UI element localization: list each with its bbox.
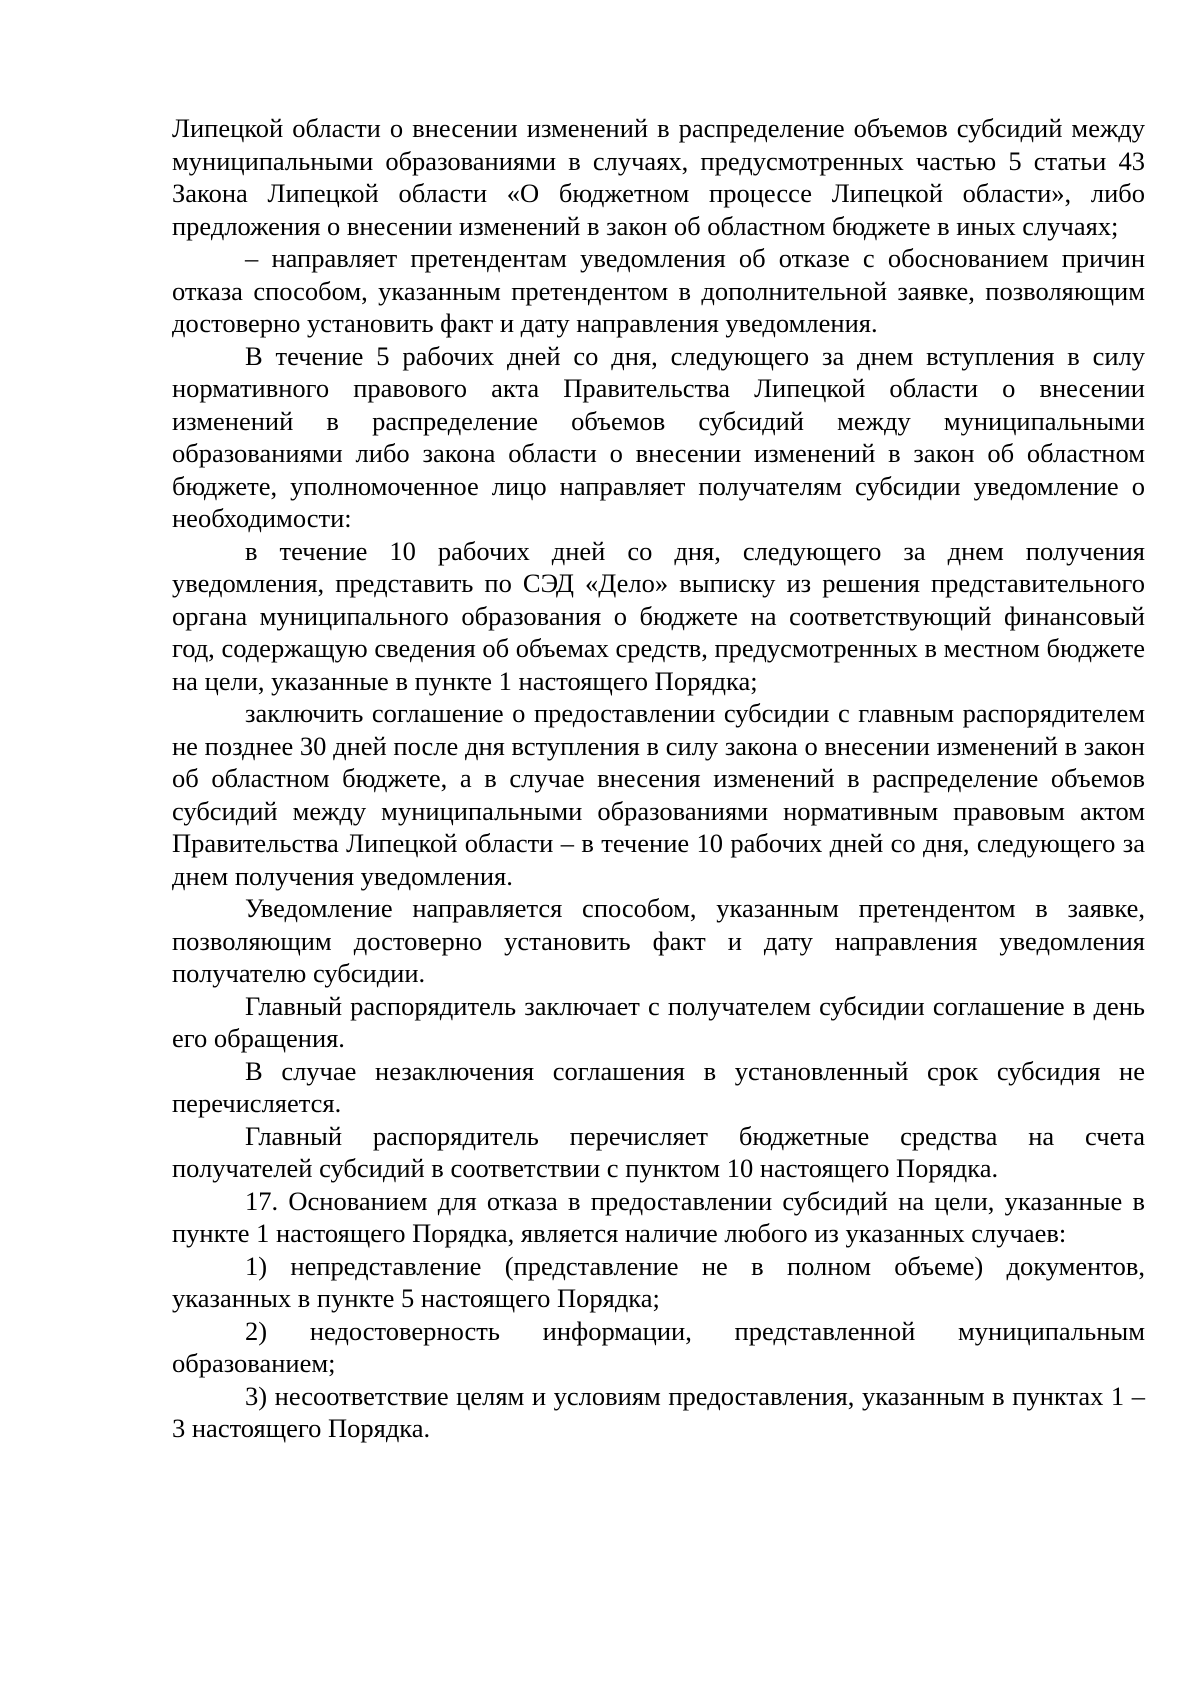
paragraph-item-17: 17. Основанием для отказа в предоставлении субсидий на цели, указанные в пункте 1 настоящего Порядка, является наличие любого из указанных случаев: bbox=[172, 1185, 1145, 1248]
paragraph-refusal-notice: – направляет претендентам уведомления об отказе с обоснованием причин отказа способом, указанным претендентом в дополнительной заявке, позволяющим достоверно установить факт и дату направления уведомления. bbox=[172, 243, 1145, 338]
paragraph-no-agreement: В случае незаключения соглашения в установленный срок субсидия не перечисляется. bbox=[172, 1055, 1145, 1118]
list-item-3: 3) несоответствие целям и условиям предоставления, указанным в пунктах 1 – 3 настоящего Порядка. bbox=[172, 1380, 1145, 1443]
paragraph-submit-extract: в течение 10 рабочих дней со дня, следующего за днем получения уведомления, представить по СЭД «Дело» выписку из решения представительного органа муниципального образования о бюджете на соответствующий финансовый год, содержащую сведения об объемах средств, предусмотренных в местном бюджете на цели, указанные в пункте 1 настоящего Порядка; bbox=[172, 535, 1145, 696]
paragraph-transfer-funds: Главный распорядитель перечисляет бюджетные средства на счета получателей субсидий в соответствии с пунктом 10 настоящего Порядка. bbox=[172, 1120, 1145, 1183]
paragraph-notification-method: Уведомление направляется способом, указанным претендентом в заявке, позволяющим достоверно установить факт и дату направления уведомления получателю субсидии. bbox=[172, 893, 1145, 988]
paragraph-conclude-agreement: заключить соглашение о предоставлении субсидии с главным распорядителем не позднее 30 дней после дня вступления в силу закона о внесении изменений в закон об областном бюджете, а в случае внесения изменений в распределение объемов субсидий между муниципальными образованиями нормативным правовым актом Правительства Липецкой области – в течение 10 рабочих дней со дня, следующего за днем получения уведомления. bbox=[172, 698, 1145, 891]
paragraph-notification-deadline: В течение 5 рабочих дней со дня, следующего за днем вступления в силу нормативного правового акта Правительства Липецкой области о внесении изменений в распределение объемов субсидий между муниципальными образованиями либо закона области о внесении изменений в закон об областном бюджете, уполномоченное лицо направляет получателям субсидии уведомление о необходимости: bbox=[172, 340, 1145, 533]
document-page bbox=[172, 112, 1145, 1445]
list-item-2: 2) недостоверность информации, представленной муниципальным образованием; bbox=[172, 1315, 1145, 1378]
paragraph-agreement-day: Главный распорядитель заключает с получателем субсидии соглашение в день его обращения. bbox=[172, 990, 1145, 1053]
paragraph-continuation: Липецкой области о внесении изменений в распределение объемов субсидий между муниципальными образованиями в случаях, предусмотренных частью 5 статьи 43 Закона Липецкой области «О бюджетном процессе Липецкой области», либо предложения о внесении изменений в закон об областном бюджете в иных случаях; bbox=[172, 113, 1145, 241]
list-item-1: 1) непредставление (представление не в полном объеме) документов, указанных в пункте 5 настоящего Порядка; bbox=[172, 1250, 1145, 1313]
